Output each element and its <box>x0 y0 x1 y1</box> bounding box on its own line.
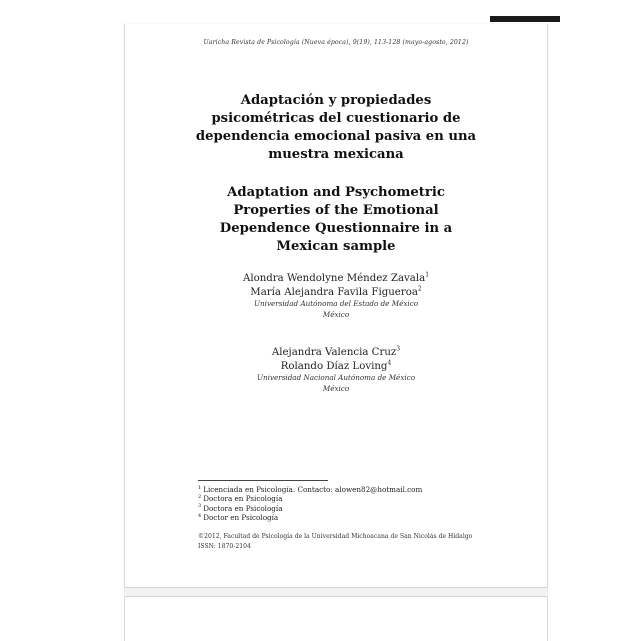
title-es-line: Adaptación y propiedades <box>240 93 432 108</box>
page-gap <box>124 588 548 596</box>
footnote: $^1$ Licenciada en Psicología. Contacto: alowen82@hotmail.com <box>198 484 423 494</box>
title-en-line: Dependence Questionnaire in a <box>219 221 453 236</box>
affiliation-country: México <box>322 383 350 393</box>
author-name: María Alejandra Favila Figueroa$^2$ <box>250 285 422 298</box>
title-spanish <box>165 92 507 164</box>
footnote: $^4$ Doctor en Psicología <box>198 512 279 523</box>
author-footnote-marker: 3 <box>396 345 401 353</box>
copyright-notice <box>198 532 488 551</box>
issn-line: ISSN: 1870-2104 <box>198 542 251 550</box>
author-name: Rolando Díaz Loving$^4$ <box>280 359 392 372</box>
footnote: $^2$ Doctora en Psicología <box>198 494 283 504</box>
author-name: Alondra Wendolyne Méndez Zavala$^1$ <box>242 271 430 284</box>
author-name: Alejandra Valencia Cruz$^3$ <box>271 345 401 358</box>
title-en-line: Properties of the Emotional <box>233 203 439 218</box>
footnotes <box>198 485 498 523</box>
title-english <box>165 184 507 256</box>
journal-header: Uaricha Revista de Psicología (Nueva época), 9(19), 113-128 (mayo-agosto, 2012) <box>203 39 469 46</box>
viewer-toolbar-edge <box>490 16 560 22</box>
copyright-line: ©2012, Facultad de Psicología de la Universidad Michoacana de San Nicolás de Hidalgo <box>198 533 473 540</box>
title-en-line: Mexican sample <box>276 239 396 254</box>
title-es-line: muestra mexicana <box>268 147 404 162</box>
author-footnote-marker: 4 <box>387 359 392 367</box>
author-footnote-marker: 1 <box>425 271 430 279</box>
title-es-line: psicométricas del cuestionario de <box>211 111 461 126</box>
affiliation-country: México <box>322 309 350 319</box>
affiliation: Universidad Autónoma del Estado de México <box>253 299 419 308</box>
footnote: $^3$ Doctora en Psicología <box>198 503 283 513</box>
pdf-page <box>124 24 548 588</box>
next-pdf-page <box>124 596 548 641</box>
affiliation: Universidad Nacional Autónoma de México <box>256 373 416 382</box>
author-group-1 <box>165 272 507 320</box>
footnote-divider <box>198 480 328 481</box>
title-es-line: dependencia emocional pasiva en una <box>195 129 477 144</box>
author-footnote-marker: 2 <box>417 285 422 293</box>
title-en-line: Adaptation and Psychometric <box>227 185 445 200</box>
author-group-2 <box>165 346 507 394</box>
